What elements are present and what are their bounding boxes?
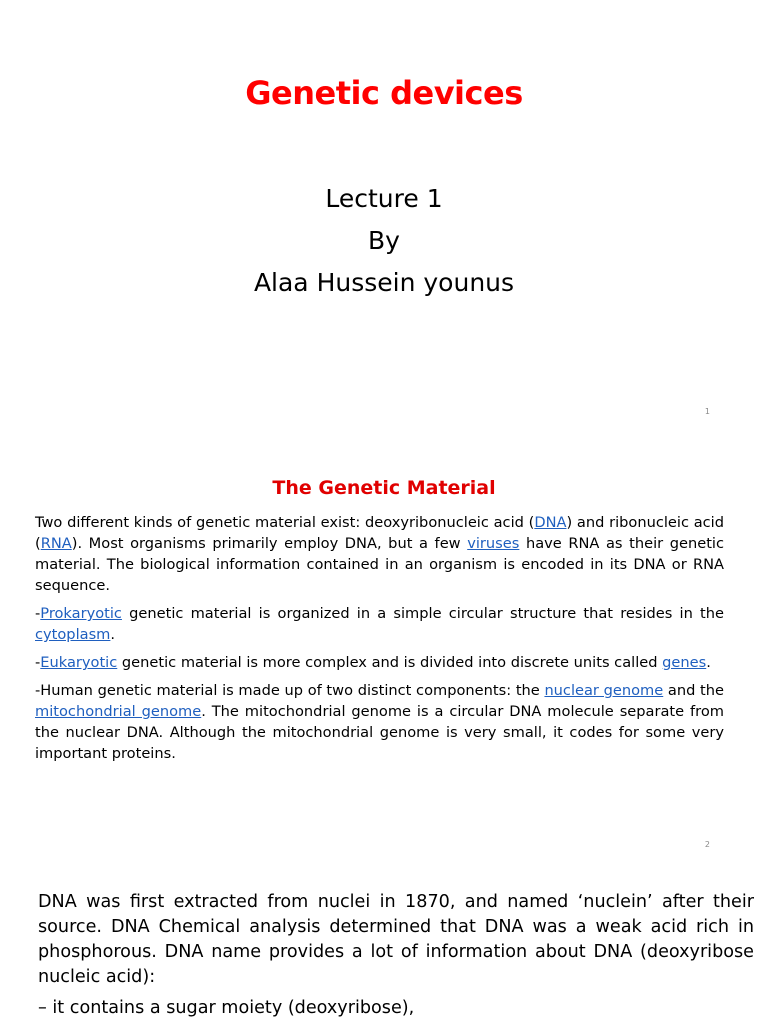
slide-2-page-number: 2 [704, 840, 710, 849]
link-genes[interactable]: genes [662, 654, 707, 671]
slide-2 [0, 432, 768, 864]
link-cytoplasm[interactable]: cytoplasm [35, 626, 111, 643]
paragraph-dna-history: DNA was first extracted from nuclei in 1870, and named ‘nuclein’ after their source. DNA Chemical analysis determined that DNA was a weak acid rich in phosphorous. DNA name provides a lot of information about DNA (deoxyribose nucleic acid): [38, 892, 754, 987]
text-run: . The mitochondrial genome is a circular DNA molecule separate from the nuclear DNA. Although the mitochondrial genome is very small, it codes for some very important proteins. [35, 703, 724, 762]
link-rna[interactable]: RNA [40, 535, 72, 552]
paragraph-prokaryotic [35, 603, 724, 645]
by-label: By [368, 226, 400, 255]
author-name: Alaa Hussein younus [253, 268, 515, 297]
text-run: - [35, 654, 41, 671]
text-run: - [35, 605, 41, 622]
lecture-label: Lecture 1 [325, 184, 443, 213]
paragraph-human-genetic-material [35, 680, 724, 764]
slide-1-page-number: 1 [704, 407, 710, 416]
text-run: -Human genetic material is made up of two distinct components: the [35, 682, 545, 699]
link-nuclear-genome[interactable]: nuclear genome [544, 682, 664, 699]
slide-1 [0, 0, 768, 432]
paragraph-dna-sugar-moiety: – it contains a sugar moiety (deoxyribose), [38, 998, 415, 1018]
link-viruses[interactable]: viruses [467, 535, 520, 552]
text-run: ) and ribonucleic acid ( [35, 514, 725, 552]
slide-3 [0, 864, 768, 1024]
text-run: . [110, 626, 116, 643]
link-prokaryotic[interactable]: Prokaryotic [40, 605, 122, 622]
text-run: Two different kinds of genetic material exist: deoxyribonucleic acid ( [35, 514, 535, 531]
slide-3-body [38, 890, 754, 1027]
text-run: have RNA as their genetic material. The biological information contained in an organism is encoded in its DNA or RNA sequence. [35, 535, 724, 594]
link-dna[interactable]: DNA [534, 514, 567, 531]
text-run: . [706, 654, 711, 671]
paragraph-genetic-material-kinds [35, 512, 724, 596]
text-run: genetic material is more complex and is divided into discrete units called [117, 654, 663, 671]
text-run: and the [663, 682, 724, 699]
text-run: ). Most organisms primarily employ DNA, but a few [71, 535, 468, 552]
link-eukaryotic[interactable]: Eukaryotic [40, 654, 118, 671]
text-run: genetic material is organized in a simple circular structure that resides in the [121, 605, 724, 622]
page-title: Genetic devices [245, 74, 523, 112]
link-mitochondrial-genome[interactable]: mitochondrial genome [35, 703, 202, 720]
slide-2-body [35, 512, 724, 771]
slide-2-heading: The Genetic Material [272, 477, 496, 499]
paragraph-eukaryotic [35, 652, 724, 673]
